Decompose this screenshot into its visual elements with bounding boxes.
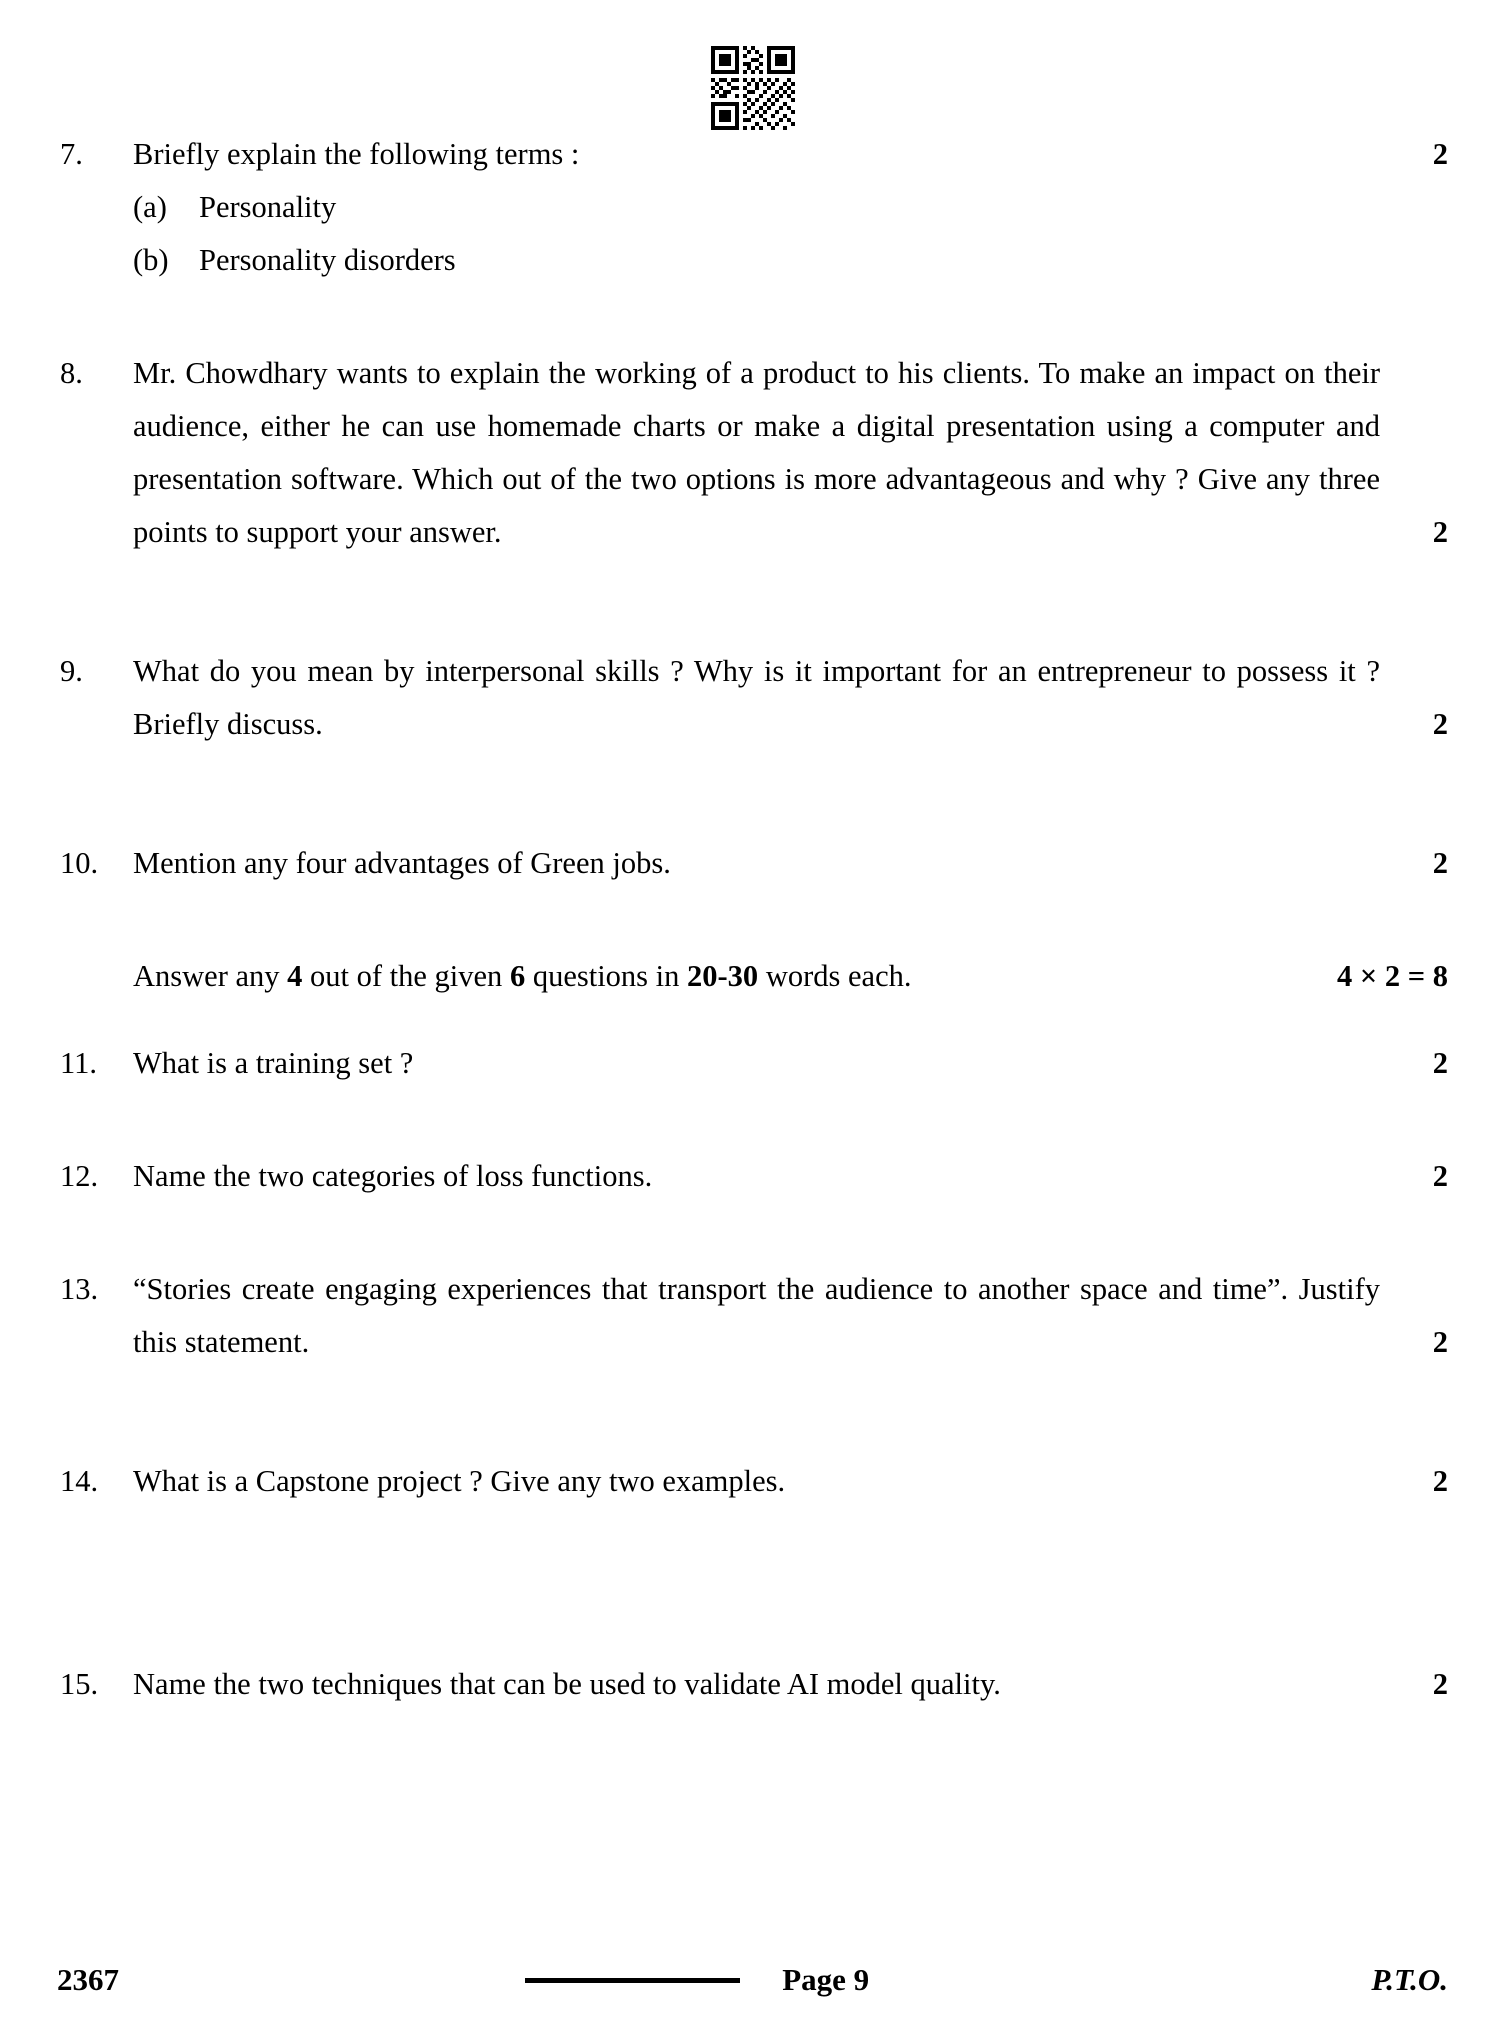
question-marks: 2: [1432, 1667, 1448, 1701]
spacer: [0, 1003, 1505, 1037]
footer-divider: [525, 1978, 740, 1983]
question-marks: 2: [1432, 1464, 1448, 1498]
question-sub-item: [0, 234, 1505, 287]
question-marks: 2: [1432, 707, 1448, 741]
question-text: What do you mean by interpersonal skills ? Why is it important for an entrepreneur to possess it ? Briefly discuss.: [133, 654, 1380, 741]
question-text: Mr. Chowdhary wants to explain the working of a product to his clients. To make an impact on their audience, either he can use homemade charts or make a digital presentation using a computer and presentation software. Which out of the two options is more advantageous and why ? Give any three points to support your answer.: [133, 356, 1380, 549]
question-number: 11.: [60, 1046, 97, 1080]
footer-center: [71, 1962, 1323, 1998]
instruction-middle2: questions in: [525, 959, 688, 993]
question-text: Briefly explain the following terms :: [133, 137, 580, 171]
spacer: [0, 287, 1505, 347]
question-marks: 2: [1432, 515, 1448, 549]
sub-item-label: (b): [133, 243, 169, 277]
instruction-middle: out of the given: [302, 959, 510, 993]
spacer: [0, 1090, 1505, 1150]
question-number: 8.: [60, 356, 83, 390]
pto-label: P.T.O.: [1371, 1962, 1448, 1997]
question-number: 12.: [60, 1159, 99, 1193]
question-number: 9.: [60, 654, 83, 688]
question-item: [0, 128, 1505, 181]
question-marks: 2: [1432, 846, 1448, 880]
question-number: 10.: [60, 846, 99, 880]
questions-container: [0, 128, 1505, 1711]
question-text: Name the two categories of loss functions.: [133, 1159, 653, 1193]
spacer: [0, 1369, 1505, 1455]
instruction-prefix: Answer any: [133, 959, 288, 993]
question-text: What is a training set ?: [133, 1046, 414, 1080]
question-item: [0, 1455, 1505, 1508]
question-marks: 2: [1432, 1046, 1448, 1080]
question-number: 14.: [60, 1464, 99, 1498]
instruction-total: 6: [509, 959, 526, 993]
sub-item-label: (a): [133, 190, 167, 224]
question-item: [0, 1263, 1505, 1369]
question-item: [0, 347, 1505, 559]
page-number: Page 9: [782, 1962, 870, 1997]
sub-item-text: Personality disorders: [199, 243, 456, 277]
qr-code-icon: [711, 46, 795, 130]
sub-item-text: Personality: [199, 190, 337, 224]
question-marks: 2: [1432, 137, 1448, 171]
question-sub-item: [0, 181, 1505, 234]
question-text: What is a Capstone project ? Give any two examples.: [133, 1464, 786, 1498]
question-item: [0, 1658, 1505, 1711]
paper-code: 2367: [57, 1962, 119, 1997]
question-marks: 2: [1432, 1159, 1448, 1193]
section-instruction: [0, 950, 1505, 1003]
question-text: Name the two techniques that can be used to validate AI model quality.: [133, 1667, 1001, 1701]
spacer: [0, 1508, 1505, 1658]
question-text: Mention any four advantages of Green jobs.: [133, 846, 671, 880]
qr-code-svg: [711, 46, 795, 130]
question-item: [0, 1037, 1505, 1090]
question-item: [0, 645, 1505, 751]
question-number: 15.: [60, 1667, 99, 1701]
spacer: [0, 890, 1505, 950]
question-marks: 2: [1432, 1325, 1448, 1359]
instruction-marks: 4 × 2 = 8: [1336, 959, 1448, 993]
question-number: 13.: [60, 1272, 99, 1306]
question-text: “Stories create engaging experiences that transport the audience to another space and time”. Justify this statement.: [133, 1272, 1380, 1359]
spacer: [0, 1203, 1505, 1263]
instruction-suffix: words each.: [758, 959, 912, 993]
instruction-text: [133, 950, 1337, 1003]
page-footer: [0, 1962, 1505, 1998]
instruction-count: 4: [287, 959, 303, 993]
spacer: [0, 559, 1505, 645]
question-item: [0, 1150, 1505, 1203]
spacer: [0, 751, 1505, 837]
question-item: [0, 837, 1505, 890]
question-number: 7.: [60, 137, 83, 171]
instruction-words: 20-30: [687, 959, 759, 993]
